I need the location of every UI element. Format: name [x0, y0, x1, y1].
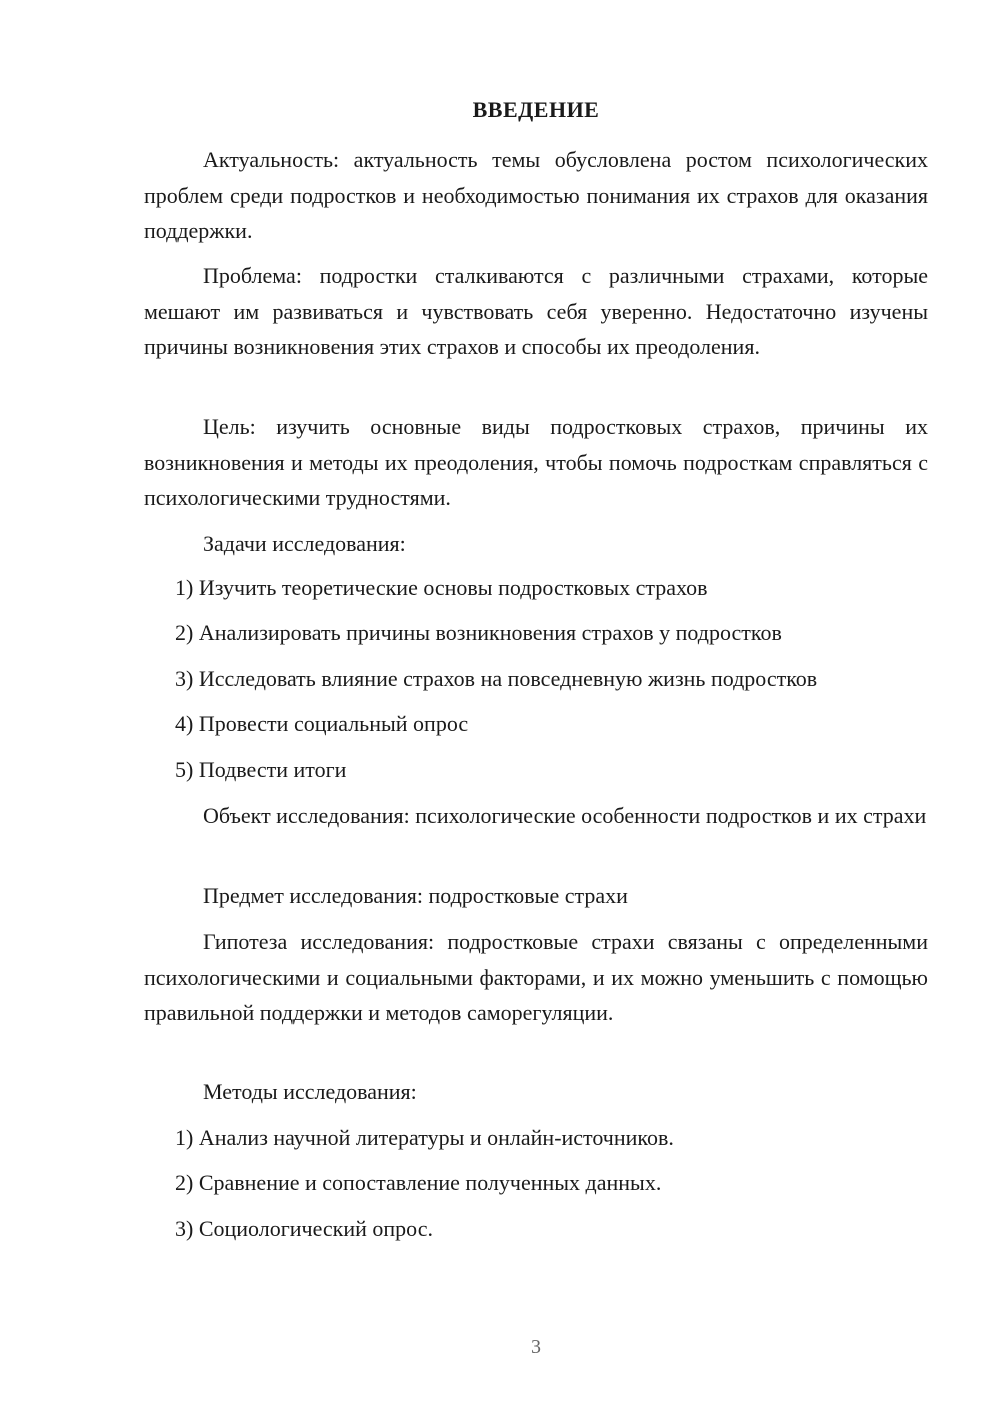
- method-item-3: 3) Социологический опрос.: [175, 1216, 433, 1241]
- methods-heading: Методы исследования:: [203, 1079, 417, 1104]
- tasks-heading: Задачи исследования:: [203, 531, 406, 556]
- task-item-3: 3) Исследовать влияние страхов на повседневную жизнь подростков: [175, 666, 818, 691]
- task-item-4: 4) Провести социальный опрос: [175, 711, 469, 736]
- goal-paragraph: Цель: изучить основные виды подростковых страхов, причины их возникновения и методы их преодоления, чтобы помочь подросткам справляться с психологическими трудностями.: [144, 414, 928, 510]
- task-item-2: 2) Анализировать причины возникновения страхов у подростков: [175, 620, 782, 645]
- method-item-2: 2) Сравнение и сопоставление полученных данных.: [175, 1170, 662, 1195]
- method-item-1: 1) Анализ научной литературы и онлайн-источников.: [175, 1125, 674, 1150]
- task-item-5: 5) Подвести итоги: [175, 757, 347, 782]
- page-number: 3: [531, 1336, 541, 1358]
- page-title: ВВЕДЕНИЕ: [472, 97, 600, 122]
- object-paragraph: Объект исследования: психологические особенности подростков и их страхи: [203, 803, 927, 828]
- hypothesis-paragraph: Гипотеза исследования: подростковые страхи связаны с определенными психологическими и социальными факторами, и их можно уменьшить с помощью правильной поддержки и методов саморегуляции.: [144, 929, 928, 1025]
- task-item-1: 1) Изучить теоретические основы подростковых страхов: [175, 575, 708, 600]
- subject-paragraph: Предмет исследования: подростковые страхи: [203, 883, 628, 908]
- relevance-paragraph: Актуальность: актуальность темы обусловлена ростом психологических проблем среди подростков и необходимостью понимания их страхов для оказания поддержки.: [144, 147, 928, 243]
- problem-paragraph: Проблема: подростки сталкиваются с различными страхами, которые мешают им развиваться и чувствовать себя уверенно. Недостаточно изучены причины возникновения этих страхов и способы их преодоления.: [144, 263, 928, 359]
